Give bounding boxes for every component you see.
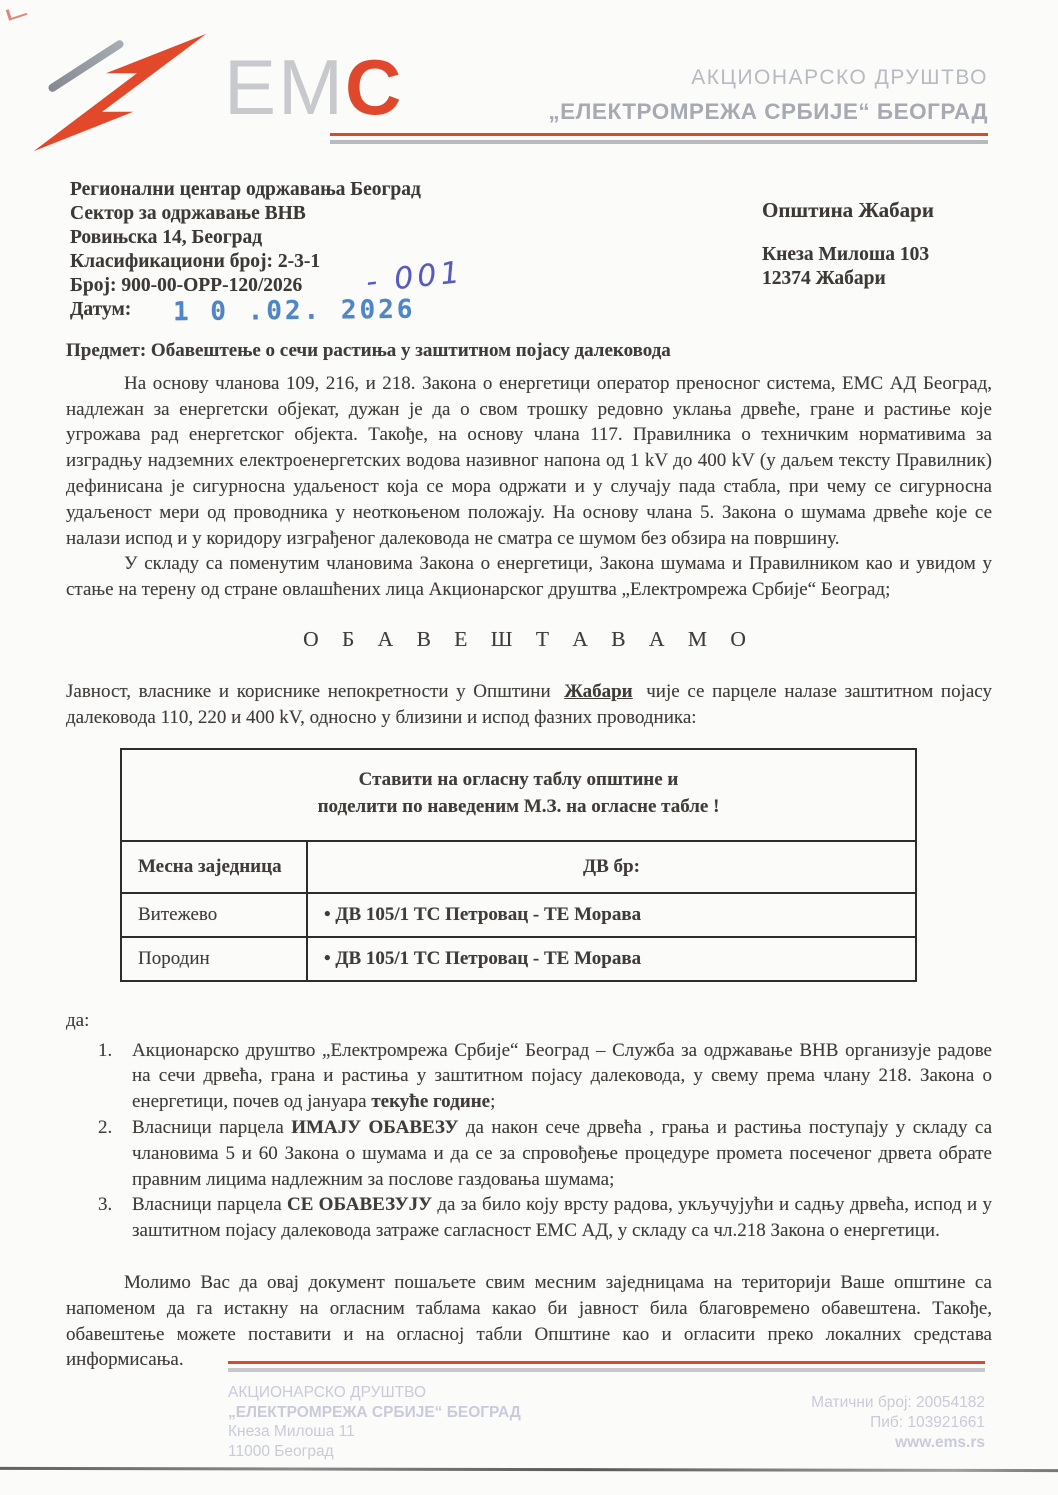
dv-cell: • ДВ 105/1 ТС Петровац - ТЕ Морава (324, 947, 642, 969)
recipient-block (762, 198, 934, 291)
scan-artifact-bottom-line (0, 1467, 1058, 1472)
sender-street-line: Ровињска 14, Београд (70, 227, 263, 248)
logo-wordmark (224, 43, 404, 131)
sender-org-line: Регионални центар одржавања Београд (70, 179, 421, 200)
footer-company-name: „ЕЛЕКТРОМРЕЖА СРБИЈЕ“ БЕОГРАД (228, 1403, 521, 1421)
date-label: Датум: (70, 299, 132, 320)
logo-wordmark-gray: ЕМ (224, 43, 345, 131)
list-item-2 (66, 1115, 992, 1192)
list-item-number: 2. (98, 1116, 113, 1138)
list-item-text (132, 1038, 992, 1115)
table-row (122, 938, 915, 980)
recipient-street: Кнеза Милоша 103 (762, 244, 930, 265)
notice-heading (122, 750, 915, 842)
body-paragraph-2: У складу са поменутим члановима Закона о енергетици, Закона шумама и Правилником као и увидом у стање на терену од стране овлашћених лица Акционарског друштва „Електромрежа Србије“ Београд; (66, 553, 992, 601)
list-item-text (132, 1192, 992, 1244)
list-item-3-bold: СЕ ОБАВЕЗУЈУ (286, 1194, 433, 1216)
footer-website: www.ems.rs (895, 1434, 985, 1451)
footer-address-block (228, 1383, 521, 1461)
notice-heading-line-2: поделити по наведеним М.З. на огласне табле ! (317, 796, 720, 818)
footer-divider-gray (228, 1368, 985, 1372)
list-item-2-post: да након сече дрвећа , грања и растиња поступају у складу са члановима 5 и 60 Закона о шумама и да се за спровођење процедуре промета посеченог дрвета обрате правним лицима надлежним за послове газдовања шумама; (132, 1116, 993, 1190)
list-item-number: 1. (98, 1039, 113, 1061)
recipient-city: 12374 Жабари (762, 268, 886, 289)
paragraph-3-text-after: чије се парцеле налазе заштитном појасу далековода 110, 220 и 400 kV, односно у близини и испод фазних проводника: (66, 680, 992, 728)
body-paragraph-1: На основу чланова 109, 216, и 218. Закона о енергетици оператор преносног система, ЕМС АД Београд, надлежан за енергетски објекат, дужан је да о свом трошку редовно уклања дрвеће, гране и растиње које угрожава рад енергетског објекта. Такође, на основу члана 117. Правилника о техничким нормативима за изградњу надземних електроенергетских водова називног напона од 1 kV до 400 kV (у даљем тексту Правилник) дефинисана је сигурносна удаљеност која се мора одржати и у случају пада стабла, при чему се сигурносна удаљеност мери од проводника у неоткоњеном положају. На основу члана 5. Закона о шумама дрвеће које се налази испод и у коридору изграђеног далековода не сматра се шумом без обзира на површину. (66, 372, 992, 549)
list-item-2-pre: Власници парцела (132, 1116, 292, 1138)
header-company-type: АКЦИОНАРСКО ДРУШТВО (691, 66, 988, 89)
announcement-heading: О Б А В Е Ш Т А В А М О (303, 626, 755, 651)
list-item-1-bold: текуће године (371, 1091, 491, 1113)
list-item-text (132, 1115, 992, 1192)
sender-block (70, 178, 466, 328)
municipality-name: Жабари (564, 680, 633, 702)
closing-paragraph: Молимо Вас да овај документ пошаљете свим месним заједницама на територији Ваше општине са напоменом да га истакну на огласним таблама какао би јавност била благовремено обавештена. Такође, обавештење можете поставити и на огласној табли Општине као и огласити преко локалних средстава информисања. (66, 1271, 992, 1371)
header-divider-gray (330, 140, 988, 144)
footer-city: 11000 Београд (228, 1442, 334, 1460)
list-item-1 (66, 1038, 992, 1115)
table-header-row (122, 842, 915, 894)
footer-tax-number: Пиб: 103921661 (870, 1414, 985, 1431)
footer-registry-block (811, 1393, 985, 1453)
footer-registry-number: Матични број: 20054182 (811, 1394, 985, 1411)
footer-company-type: АКЦИОНАРСКО ДРУШТВО (228, 1384, 427, 1401)
footer-divider-red (228, 1361, 985, 1364)
table-header-dv: ДВ бр: (583, 856, 640, 878)
list-item-2-bold: ИМАЈУ ОБАВЕЗУ (291, 1116, 459, 1138)
lightning-bolt-icon (26, 30, 214, 156)
list-item-3-pre: Власници парцела (132, 1194, 287, 1216)
logo-wordmark-red: С (345, 43, 404, 131)
notice-table (120, 748, 917, 981)
subject-line: Предмет: Обавештење о сечи растиња у заштитном појасу далековода (66, 340, 671, 361)
list-intro: да: (66, 1009, 90, 1031)
table-header-mz: Месна заједница (122, 842, 308, 892)
mz-cell: Витежево (122, 894, 308, 936)
document-number: Број: 900-00-ОРР-120/2026 (70, 275, 303, 296)
header-divider-red (330, 133, 988, 136)
table-row (122, 894, 915, 938)
mz-cell: Породин (122, 938, 308, 980)
date-stamp: 1 0 .02. 2026 (173, 294, 416, 328)
header-company-name: „ЕЛЕКТРОМРЕЖА СРБИЈЕ“ БЕОГРАД (548, 99, 988, 124)
list-item-3 (66, 1192, 992, 1244)
date-line (70, 294, 421, 328)
list-item-3-post: да за било коју врсту радова, укључујући и садњу дрвећа, испод и у заштитном појасу далековода затраже сагласност ЕМС АД, у складу са чл.218 Закона о енергетици. (132, 1194, 993, 1242)
sender-sector-line: Сектор за одржавање ВНВ (70, 203, 306, 224)
paragraph-3-text-before: Јавност, власнике и кориснике непокретности у Општини (66, 680, 559, 702)
dv-cell: • ДВ 105/1 ТС Петровац - ТЕ Морава (324, 904, 642, 926)
list-item-1-pre: Акционарско друштво „Електромрежа Србије“ Београд – Служба за одржавање ВНВ организује радове на сечи дрвећа, грана и растиња у заштитном појасу далековода, у свему према члану 218. Закона о енергетици, почев од јануара (132, 1039, 992, 1113)
footer-street: Кнеза Милоша 11 (228, 1423, 355, 1440)
notice-heading-line-1: Ставити на огласну таблу општине и (358, 769, 679, 791)
list-item-1-post: ; (490, 1091, 496, 1113)
body-paragraph-3 (66, 679, 992, 731)
document-body (66, 338, 992, 1373)
scan-artifact-corner-mark (6, 4, 27, 20)
sender-classification-line: Класификациони број: 2-3-1 (70, 251, 321, 272)
list-item-number: 3. (98, 1194, 113, 1216)
handwritten-number: - 001 (364, 254, 466, 301)
recipient-name: Општина Жабари (762, 198, 934, 222)
numbered-list (66, 1038, 992, 1244)
